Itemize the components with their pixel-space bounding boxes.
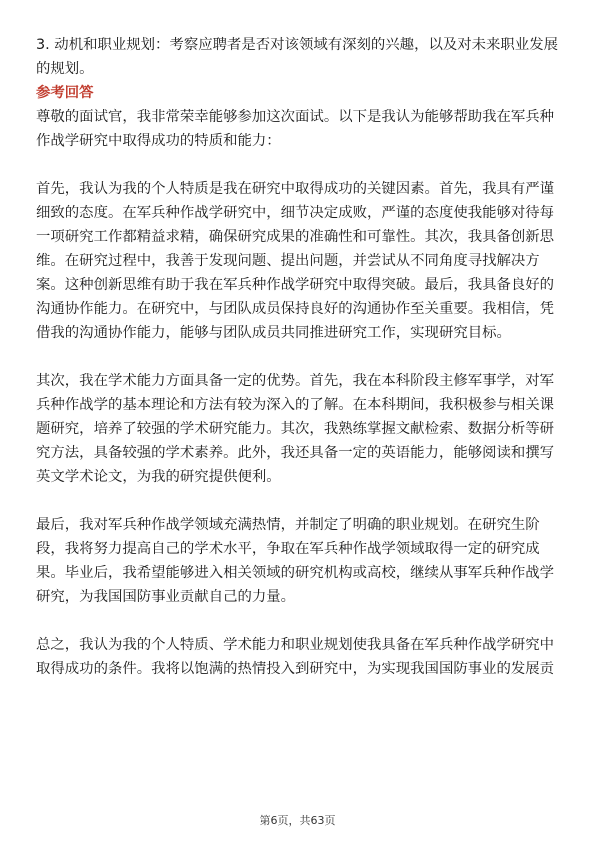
question-block xyxy=(36,33,560,81)
paragraph-career-plan xyxy=(36,513,560,609)
paragraph-conclusion xyxy=(36,633,560,681)
paragraph-line: 究方法，具备较强的学术素养。此外，我还具备一定的英语能力，能够阅读和撰写 xyxy=(36,445,555,461)
paragraph-line: 果。毕业后，我希望能够进入相关领域的研究机构或高校，继续从事军兵种作战学 xyxy=(36,565,555,581)
paragraph-line: 细致的态度。在军兵种作战学研究中，细节决定成败，严谨的态度使我能够对待每 xyxy=(36,205,555,221)
paragraph-line: 英文学术论文，为我的研究提供便利。 xyxy=(36,469,281,485)
page-number: 第6页，共63页 xyxy=(259,814,336,827)
paragraph-line: 借我的沟通协作能力，能够与团队成员共同推进研究工作，实现研究目标。 xyxy=(36,325,511,341)
intro-block xyxy=(36,105,560,153)
paragraph-academic-ability xyxy=(36,369,560,489)
paragraph-line: 其次，我在学术能力方面具备一定的优势。首先，我在本科阶段主修军事学，对军 xyxy=(36,373,555,389)
paragraph-line: 题研究，培养了较强的学术研究能力。其次，我熟练掌握文献检索、数据分析等研 xyxy=(36,421,555,437)
paragraph-line: 沟通协作能力。在研究中，与团队成员保持良好的沟通协作至关重要。我相信，凭 xyxy=(36,301,555,317)
paragraph-line: 一项研究工作都精益求精，确保研究成果的准确性和可靠性。其次，我具备创新思 xyxy=(36,229,555,245)
paragraph-line: 维。在研究过程中，我善于发现问题、提出问题，并尝试从不同角度寻找解决方 xyxy=(36,253,540,269)
document-body xyxy=(36,33,560,681)
paragraph-line: 兵种作战学的基本理论和方法有较为深入的了解。在本科期间，我积极参与相关课 xyxy=(36,397,555,413)
intro-line: 尊敬的面试官，我非常荣幸能够参加这次面试。以下是我认为能够帮助我在军兵种 xyxy=(36,109,555,125)
paragraph-personal-traits xyxy=(36,177,560,345)
paragraph-line: 取得成功的条件。我将以饱满的热情投入到研究中，为实现我国国防事业的发展贡 xyxy=(36,661,555,677)
paragraph-line: 案。这种创新思维有助于我在军兵种作战学研究中取得突破。最后，我具备良好的 xyxy=(36,277,555,293)
paragraph-line: 首先，我认为我的个人特质是我在研究中取得成功的关键因素。首先，我具有严谨 xyxy=(36,181,555,197)
paragraph-line: 总之，我认为我的个人特质、学术能力和职业规划使我具备在军兵种作战学研究中 xyxy=(36,637,555,653)
paragraph-line: 最后，我对军兵种作战学领域充满热情，并制定了明确的职业规划。在研究生阶 xyxy=(36,517,540,533)
intro-line: 作战学研究中取得成功的特质和能力： xyxy=(36,133,281,149)
answer-heading: 参考回答 xyxy=(36,85,94,101)
question-line: 的规划。 xyxy=(36,61,94,77)
paragraph-line: 研究，为我国国防事业贡献自己的力量。 xyxy=(36,589,296,605)
question-line: 3. 动机和职业规划：考察应聘者是否对该领域有深刻的兴趣，以及对未来职业发展 xyxy=(36,37,558,53)
paragraph-line: 段，我将努力提高自己的学术水平，争取在军兵种作战学领域取得一定的研究成 xyxy=(36,541,540,557)
